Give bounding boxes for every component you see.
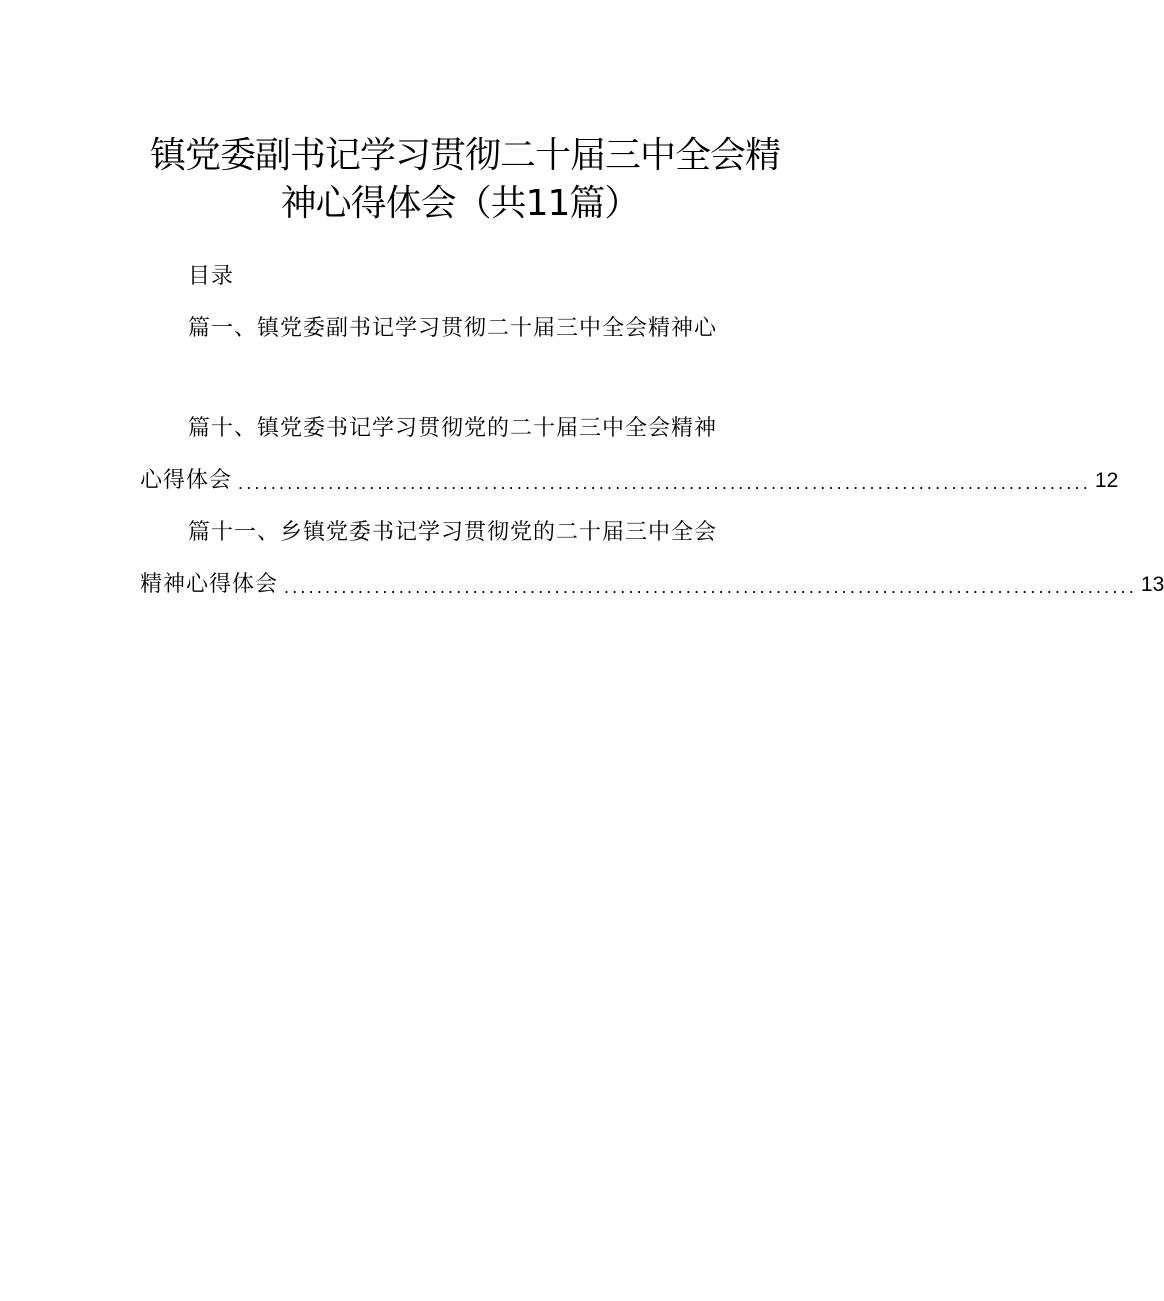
toc-entry-2-text: 心得体会 <box>140 468 233 493</box>
toc-entry-3-leader: ........................................................................................................ <box>284 577 1137 597</box>
toc-entry-3-line-1[interactable]: 篇十一、乡镇党委书记学习贯彻党的二十届三中全会 <box>188 520 718 545</box>
toc-entry-3-text: 精神心得体会 <box>140 572 279 597</box>
toc-entry-2-leader: ........................................................................................................ <box>238 473 1091 493</box>
toc-entry-2-page-number: 12 <box>1094 469 1119 492</box>
toc-entry-3-line-2[interactable] <box>140 570 1164 600</box>
toc-entry-1-line-1[interactable]: 篇一、镇党委副书记学习贯彻二十届三中全会精神心 <box>188 316 718 341</box>
toc-entry-2-line-1[interactable]: 篇十、镇党委书记学习贯彻党的二十届三中全会精神 <box>188 416 718 441</box>
title-line-2: 神心得体会（共11篇） <box>280 183 640 224</box>
toc-entry-3-page-number: 13 <box>1140 573 1164 596</box>
title-line-1: 镇党委副书记学习贯彻二十届三中全会精 <box>150 135 781 176</box>
toc-entry-2-line-2[interactable] <box>140 466 1119 496</box>
document-title <box>150 132 781 228</box>
toc-heading: 目录 <box>188 264 235 289</box>
